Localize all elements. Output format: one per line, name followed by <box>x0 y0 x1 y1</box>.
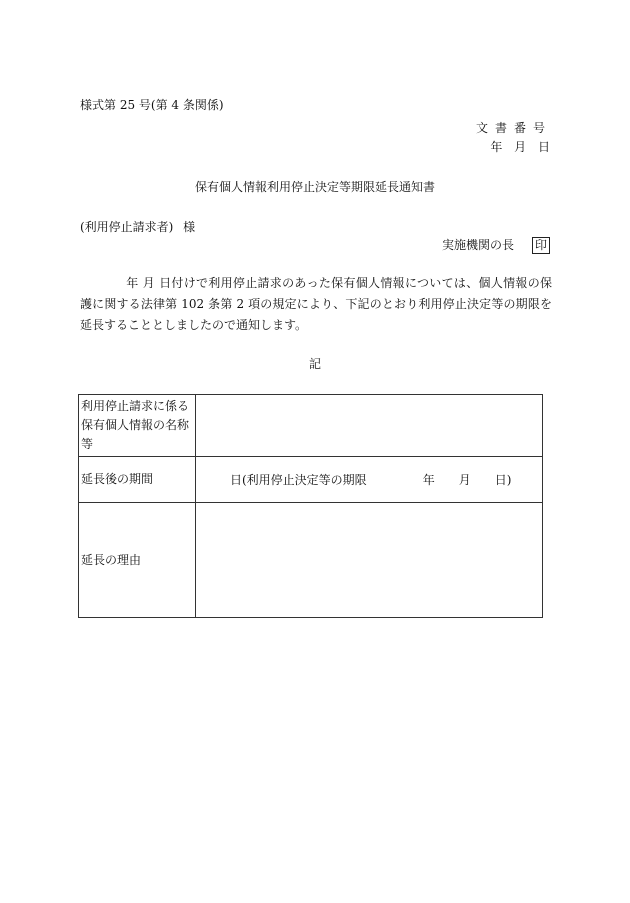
body-text: 年 月 日付けで利用停止請求のあった保有個人情報については、個人情報の保護に関する法律第 102 条第 2 項の規定により、下記のとおり利用停止決定等の期限を延長することとしましたので通知します。 <box>80 276 552 332</box>
table-row <box>79 457 543 503</box>
period-year: 年 <box>422 473 435 487</box>
table-row <box>79 395 543 457</box>
extension-reason-label: 延長の理由 <box>79 503 196 618</box>
details-table <box>78 394 543 618</box>
addressee: (利用停止請求者) 様 <box>80 220 196 234</box>
extended-period-label: 延長後の期間 <box>79 457 196 503</box>
period-day-deadline: 日(利用停止決定等の期限 <box>230 473 367 487</box>
extended-period-value <box>196 457 543 503</box>
period-day: 日) <box>494 473 512 487</box>
information-name-label: 利用停止請求に係る保有個人情報の名称等 <box>79 395 196 457</box>
information-name-value <box>196 395 543 457</box>
notation-heading: 記 <box>308 357 321 371</box>
extension-reason-value <box>196 503 543 618</box>
document-number-label: 文書番号 <box>475 121 552 135</box>
document-title: 保有個人情報利用停止決定等期限延長通知書 <box>194 180 435 194</box>
date-line: 年 月 日 <box>490 140 550 154</box>
table-row <box>79 503 543 618</box>
issuer-line <box>442 236 550 254</box>
seal-mark: 印 <box>532 237 550 254</box>
form-number: 様式第 25 号(第 4 条関係) <box>80 98 224 112</box>
issuer-name: 実施機関の長 <box>441 238 514 252</box>
body-paragraph <box>80 273 552 336</box>
period-month: 月 <box>458 473 471 487</box>
